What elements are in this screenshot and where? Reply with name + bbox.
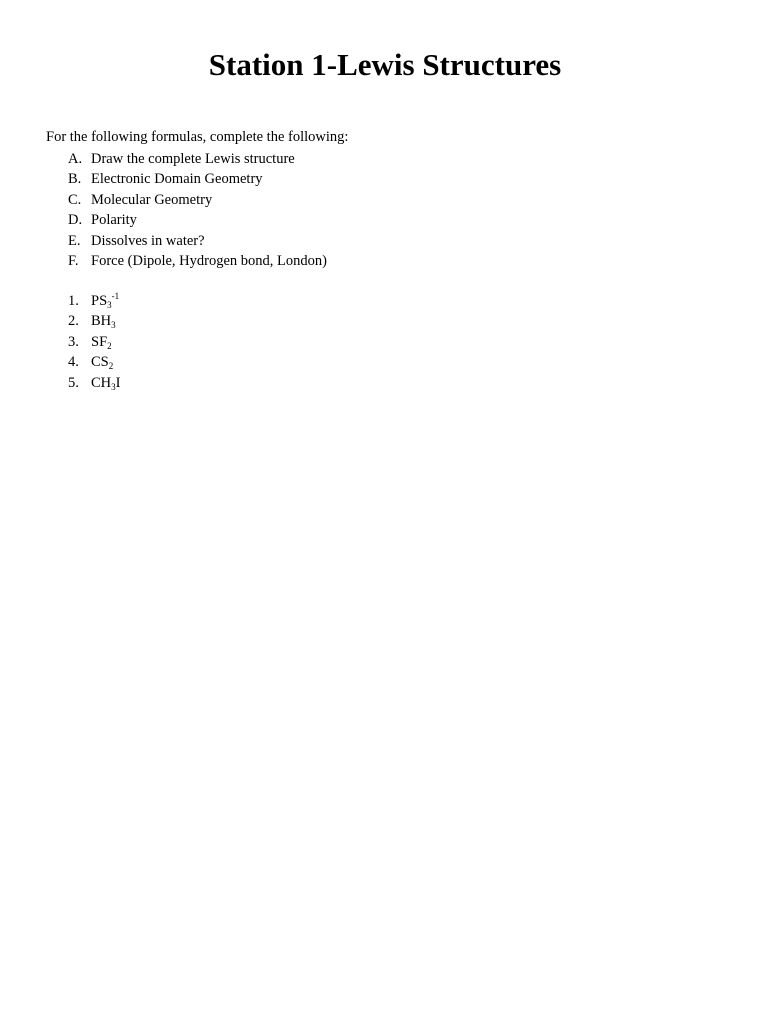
formula-base: PS [91, 293, 108, 309]
instructions-text: For the following formulas, complete the following: [46, 129, 349, 145]
formula-base: CS [91, 354, 109, 371]
list-item-text: Draw the complete Lewis structure [91, 151, 295, 167]
chemical-formula [91, 333, 112, 351]
chemical-formula [91, 312, 116, 330]
list-marker: 2. [68, 313, 79, 330]
list-marker: C. [68, 191, 82, 208]
formula-subscript: 2 [108, 361, 114, 372]
list-item-text: Electronic Domain Geometry [91, 171, 263, 188]
formula-base: SF [91, 333, 108, 350]
formula-base: CH [91, 374, 112, 391]
list-item-text: Dissolves in water? [91, 232, 205, 249]
formula-subscript: 3 [111, 381, 116, 392]
formula-subscript: 3 [111, 320, 116, 331]
list-marker: 5. [68, 374, 79, 391]
list-marker: 4. [68, 354, 79, 371]
list-marker: 1. [68, 293, 79, 309]
list-marker: 3. [68, 333, 79, 350]
list-marker: F. [68, 252, 79, 269]
chemical-formula [91, 353, 113, 371]
list-item-text: Force (Dipole, Hydrogen bond, London) [91, 252, 327, 269]
formula-subscript: 2 [107, 340, 112, 351]
chemical-formula [91, 374, 121, 392]
formula-base: BH [91, 313, 112, 330]
list-marker: D. [68, 212, 83, 229]
page-title: Station 1-Lewis Structures [208, 47, 562, 82]
list-marker: B. [68, 171, 82, 188]
list-item-text: Molecular Geometry [91, 191, 213, 208]
chemical-formula [91, 292, 119, 310]
list-marker: E. [68, 232, 81, 249]
formula-charge: -1 [111, 291, 120, 301]
list-marker: A. [68, 151, 83, 167]
formula-tail: I [115, 374, 121, 391]
formula-subscript: 3 [107, 300, 112, 310]
list-item-text: Polarity [91, 212, 137, 229]
